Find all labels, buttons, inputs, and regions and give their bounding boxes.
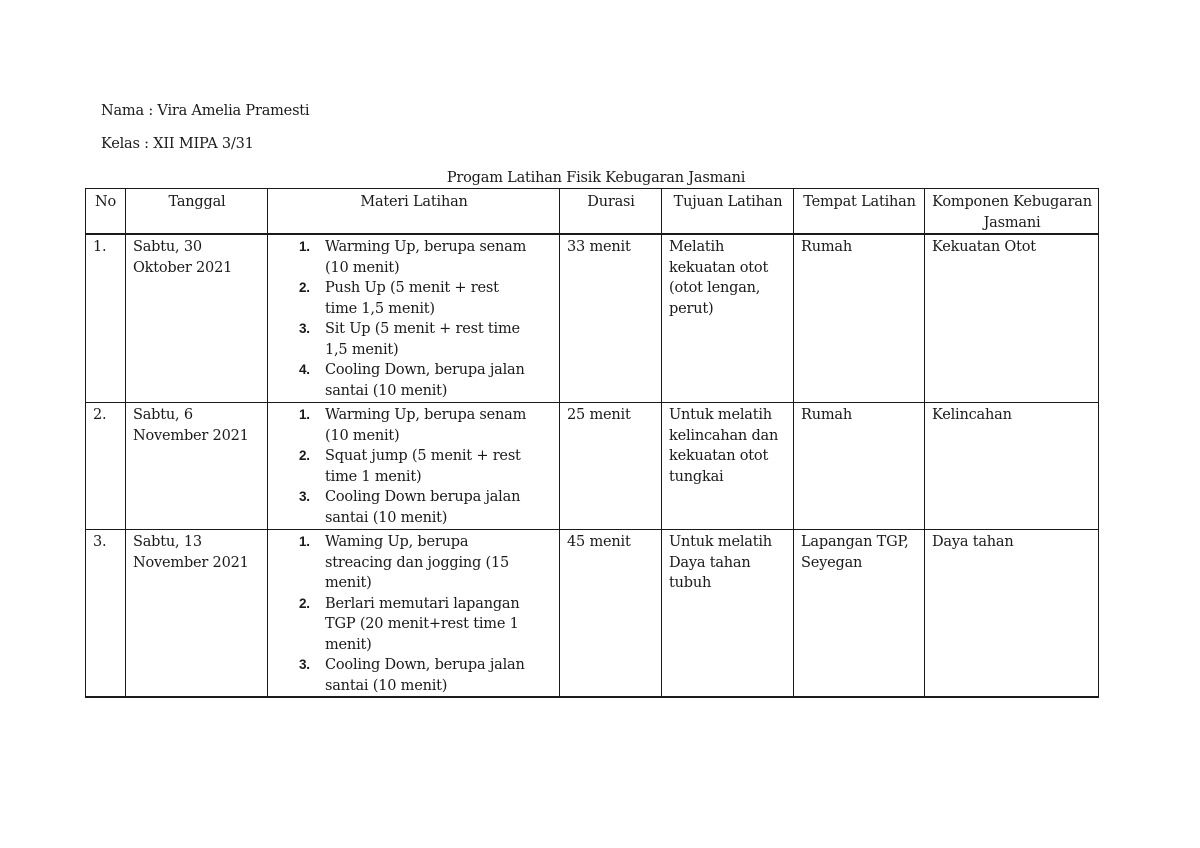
list-number: 1. (299, 534, 310, 549)
list-text: Berlari memutari lapangan TGP (20 menit+rest time 1 menit) (325, 595, 520, 653)
list-number: 1. (299, 239, 310, 254)
list-item (273, 594, 529, 656)
list-item (273, 532, 529, 594)
training-program-table (85, 188, 1099, 698)
list-text: Sit Up (5 menit + rest time 1,5 menit) (325, 321, 520, 358)
cell-durasi: 33 menit (560, 234, 662, 403)
cell-no: 2. (86, 403, 126, 530)
cell-tanggal: Sabtu, 6 November 2021 (126, 403, 268, 530)
column-header-materi: Materi Latihan (268, 189, 560, 235)
list-item (273, 319, 529, 360)
cell-materi (268, 234, 560, 403)
list-number: 2. (299, 595, 310, 611)
list-text: Warming Up, berupa senam (10 menit) (325, 407, 527, 444)
cell-tujuan: Untuk melatih Daya tahan tubuh (662, 530, 794, 698)
column-header-komponen: Komponen Kebugaran Jasmani (925, 189, 1099, 235)
list-text: Waming Up, berupa streacing dan jogging (15 menit) (325, 534, 510, 591)
student-class: Kelas : XII MIPA 3/31 (101, 136, 254, 152)
cell-komponen: Kekuatan Otot (925, 234, 1099, 403)
cell-tempat: Rumah (794, 403, 925, 530)
cell-materi (268, 530, 560, 698)
list-text: Warming Up, berupa senam (10 menit) (325, 239, 527, 276)
list-text: Push Up (5 menit + rest time 1,5 menit) (325, 280, 499, 317)
column-header-tujuan: Tujuan Latihan (662, 189, 794, 235)
list-number: 1. (299, 407, 310, 422)
cell-tanggal: Sabtu, 13 November 2021 (126, 530, 268, 698)
table-row (86, 403, 1099, 530)
list-text: Cooling Down, berupa jalan santai (10 menit) (325, 362, 525, 399)
column-header-durasi: Durasi (560, 189, 662, 235)
student-name: Nama : Vira Amelia Pramesti (101, 103, 310, 119)
list-item (273, 360, 529, 401)
list-text: Cooling Down berupa jalan santai (10 menit) (325, 489, 521, 526)
column-header-no: No (86, 189, 126, 235)
cell-no: 3. (86, 530, 126, 698)
list-text: Squat jump (5 menit + rest time 1 menit) (325, 448, 521, 485)
list-text: Cooling Down, berupa jalan santai (10 menit) (325, 657, 525, 694)
list-number: 3. (299, 489, 310, 504)
cell-tanggal: Sabtu, 30 Oktober 2021 (126, 234, 268, 403)
list-item (273, 446, 529, 487)
cell-tujuan: Untuk melatih kelincahan dan kekuatan otot tungkai (662, 403, 794, 530)
list-number: 2. (299, 448, 310, 463)
list-number: 3. (299, 321, 310, 336)
column-header-tanggal: Tanggal (126, 189, 268, 235)
table-row (86, 530, 1099, 698)
cell-durasi: 45 menit (560, 530, 662, 698)
materi-list (273, 237, 529, 401)
materi-list (273, 405, 529, 528)
table-header-row (86, 189, 1099, 235)
cell-materi (268, 403, 560, 530)
list-item (273, 487, 529, 528)
cell-durasi: 25 menit (560, 403, 662, 530)
list-number: 3. (299, 657, 310, 672)
list-number: 2. (299, 280, 310, 295)
list-item (273, 655, 529, 696)
column-header-tempat: Tempat Latihan (794, 189, 925, 235)
materi-list (273, 532, 529, 696)
cell-komponen: Kelincahan (925, 403, 1099, 530)
list-item (273, 405, 529, 446)
list-number: 4. (299, 362, 310, 377)
cell-komponen: Daya tahan (925, 530, 1099, 698)
cell-tujuan: Melatih kekuatan otot (otot lengan, perut) (662, 234, 794, 403)
list-item (273, 237, 529, 278)
cell-tempat: Lapangan TGP, Seyegan (794, 530, 925, 698)
cell-tempat: Rumah (794, 234, 925, 403)
cell-no: 1. (86, 234, 126, 403)
list-item (273, 278, 529, 319)
table-row (86, 234, 1099, 403)
document-title: Progam Latihan Fisik Kebugaran Jasmani (446, 170, 746, 186)
